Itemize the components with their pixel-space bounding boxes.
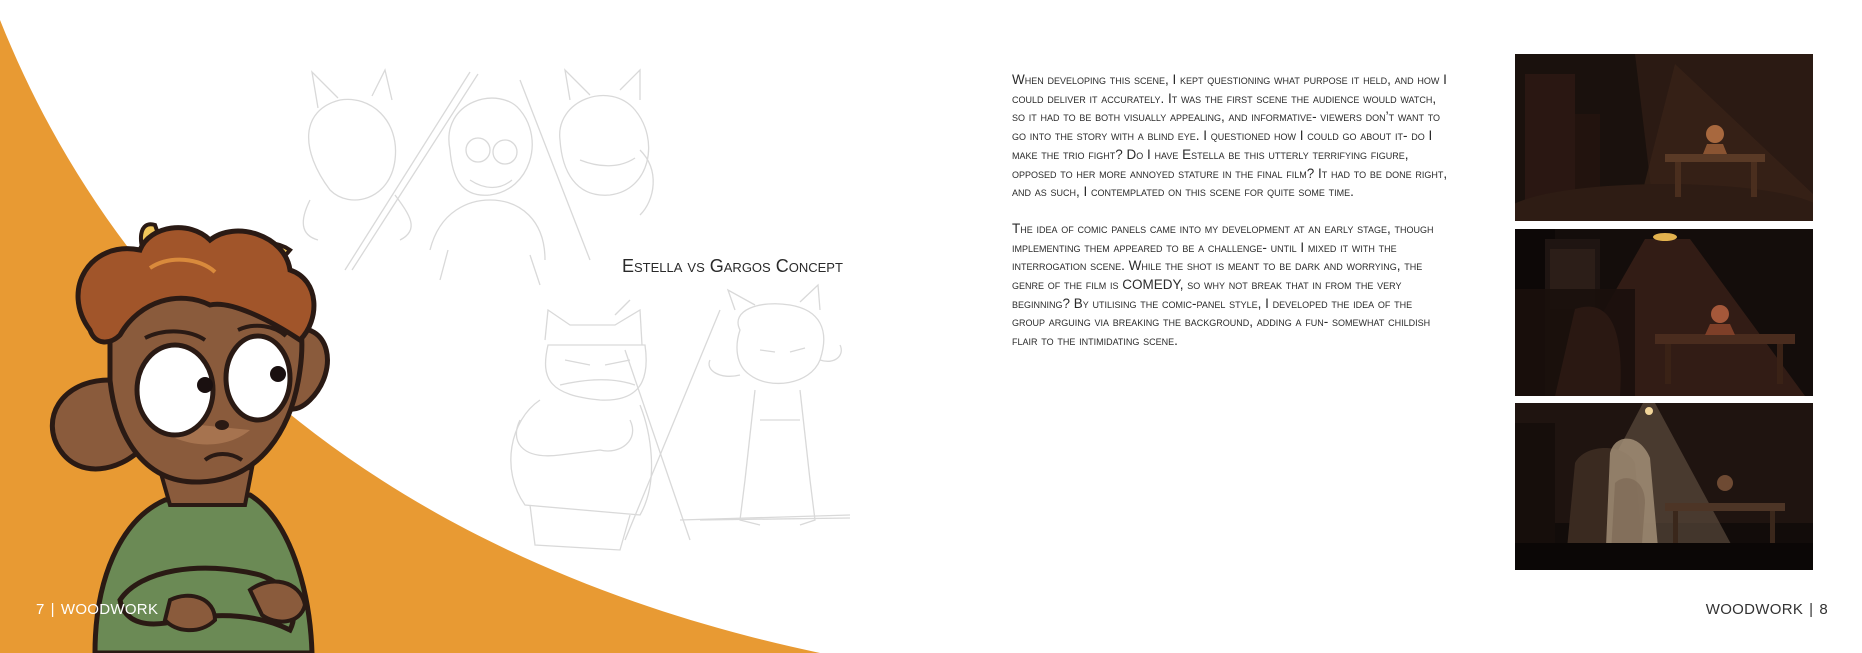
right-page-number: 8 <box>1819 601 1828 618</box>
right-folio-separator: | <box>1809 601 1814 618</box>
right-page-folio <box>1706 601 1828 618</box>
storyboard-frame-2 <box>1515 229 1813 396</box>
left-folio-separator: | <box>50 601 55 618</box>
storyboard-frame-3 <box>1515 403 1813 570</box>
storyboard-frame-1 <box>1515 54 1813 221</box>
left-book-title: WOODWORK <box>60 601 159 618</box>
body-text <box>1012 71 1448 369</box>
left-page-number: 7 <box>36 601 45 618</box>
concept-title: Estella vs Gargos Concept <box>622 256 843 276</box>
body-paragraph-2: The idea of comic panels came into my development at an early stage, though implementing them appeared to be a challenge- until I mixed it with the interrogation scene. While the shot is meant to be dark and worrying, the genre of the film is COMEDY, so why not break that in from the very beginning? By utilising the comic-panel style, I developed the idea of the group arguing via breaking the background, adding a fun- somewhat childish flair to the intimidating scene. <box>1012 220 1434 349</box>
body-paragraph-1: When developing this scene, I kept questioning what purpose it held, and how I could deliver it accurately. It was the first scene the audience would watch, so it had to be both visually appealing, and informative- viewers don’t want to go into the story with a blind eye. I questioned how I could go about it- do I make the trio fight? Do I have Estella be this utterly terrifying figure, opposed to her more annoyed stature in the final film? It had to be done right, and as such, I contemplated on this scene for quite some time. <box>1012 72 1448 200</box>
right-book-title: WOODWORK <box>1705 601 1804 618</box>
left-page-folio <box>36 601 158 618</box>
